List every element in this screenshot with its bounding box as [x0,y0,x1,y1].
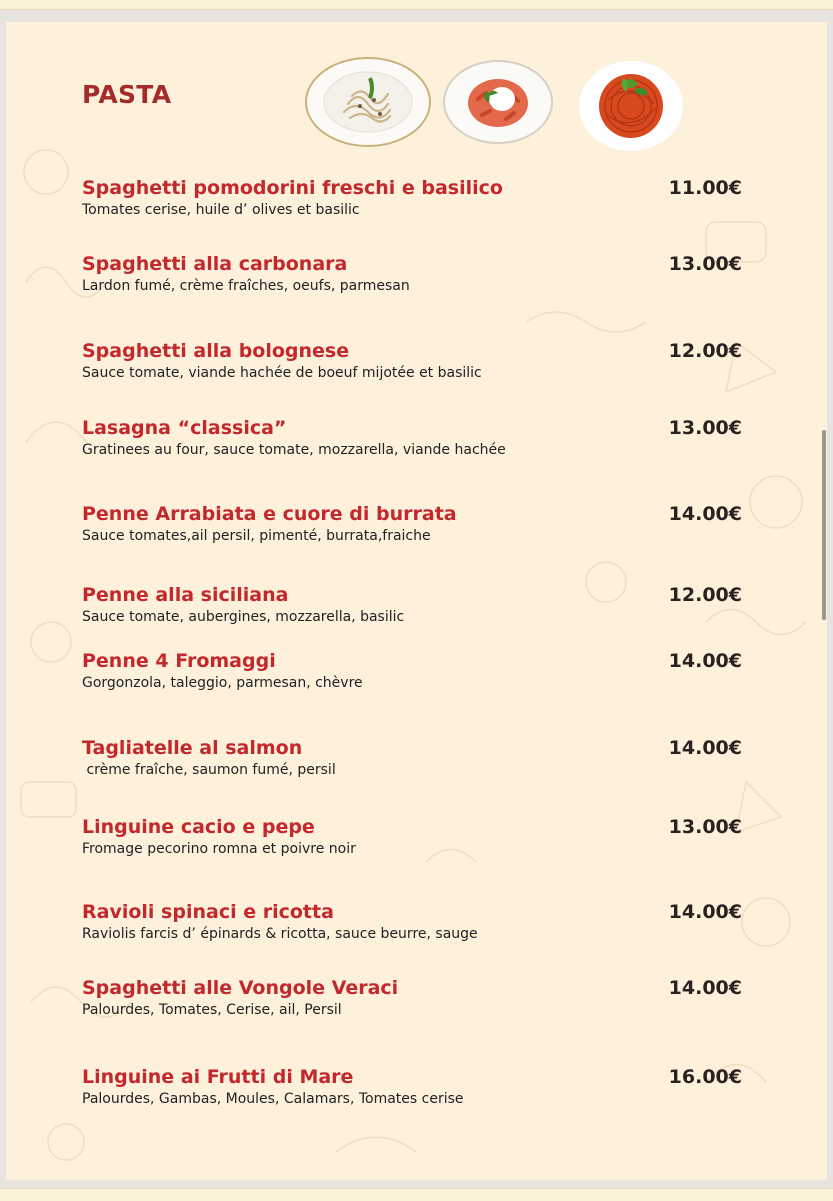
dish-name: Spaghetti alle Vongole Veraci [82,977,399,999]
dish-price: 14.00€ [668,650,742,672]
menu-item [82,253,742,295]
dish-description: Fromage pecorino romna et poivre noir [82,841,356,857]
dish-description: Tomates cerise, huile d’ olives et basilic [82,202,360,218]
dish-description: Palourdes, Tomates, Cerise, ail, Persil [82,1002,342,1018]
dish-description: Palourdes, Gambas, Moules, Calamars, Tomates cerise [82,1091,464,1107]
dish-price: 12.00€ [668,340,742,362]
previous-page-edge [0,0,833,10]
carbonara-dish-image [304,56,432,148]
menu-item [82,901,742,943]
dish-description: Gorgonzola, taleggio, parmesan, chèvre [82,675,363,691]
section-title: PASTA [82,80,172,109]
dish-name: Spaghetti alla bolognese [82,340,350,362]
dish-price: 13.00€ [668,253,742,275]
dish-price: 16.00€ [668,1066,742,1088]
dish-price: 14.00€ [668,503,742,525]
menu-item [82,177,742,219]
dish-price: 13.00€ [668,816,742,838]
menu-page [6,22,827,1180]
dish-name: Penne Arrabiata e cuore di burrata [82,503,457,525]
menu-item [82,737,742,779]
menu-item [82,977,742,1019]
dish-description: Sauce tomate, aubergines, mozzarella, basilic [82,609,405,625]
vertical-scrollbar[interactable] [822,430,826,620]
dish-description: Sauce tomate, viande hachée de boeuf mijotée et basilic [82,365,482,381]
dish-name: Spaghetti alla carbonara [82,253,348,275]
dish-name: Tagliatelle al salmon [82,737,303,759]
menu-item [82,650,742,692]
penne-burrata-dish-image [442,59,554,145]
pomodoro-dish-image [578,60,684,152]
next-page-edge [0,1188,833,1201]
dish-price: 14.00€ [668,901,742,923]
dish-price: 13.00€ [668,417,742,439]
dish-description: Gratinees au four, sauce tomate, mozzarella, viande hachée [82,442,506,458]
dish-price: 14.00€ [668,737,742,759]
dish-name: Lasagna “classica” [82,417,287,439]
dish-name: Linguine ai Frutti di Mare [82,1066,354,1088]
dish-price: 14.00€ [668,977,742,999]
dish-name: Linguine cacio e pepe [82,816,315,838]
dish-price: 12.00€ [668,584,742,606]
menu-item [82,417,742,459]
dish-name: Penne 4 Fromaggi [82,650,276,672]
dish-name: Spaghetti pomodorini freschi e basilico [82,177,503,199]
dish-description: Sauce tomates,ail persil, pimenté, burrata,fraiche [82,528,431,544]
menu-item [82,1066,742,1108]
dish-description: crème fraîche, saumon fumé, persil [82,762,336,778]
dish-description: Lardon fumé, crème fraîches, oeufs, parmesan [82,278,410,294]
menu-item [82,340,742,382]
menu-item [82,816,742,858]
dish-price: 11.00€ [668,177,742,199]
dish-description: Raviolis farcis d’ épinards & ricotta, sauce beurre, sauge [82,926,478,942]
menu-item [82,584,742,626]
dish-name: Ravioli spinaci e ricotta [82,901,334,923]
menu-item [82,503,742,545]
dish-name: Penne alla siciliana [82,584,289,606]
